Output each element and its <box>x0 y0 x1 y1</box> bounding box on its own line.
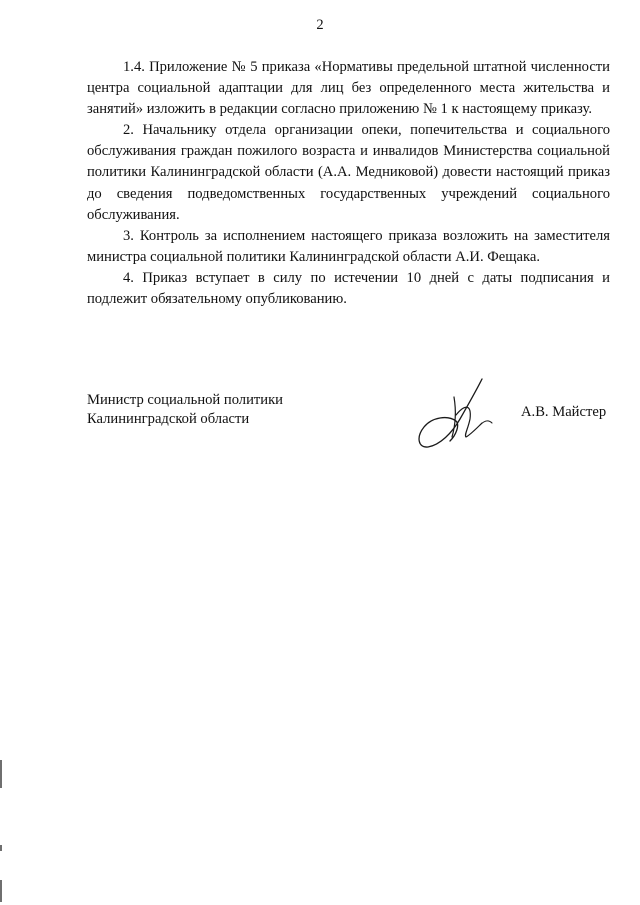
position-line-1: Министр социальной политики <box>87 392 283 408</box>
paragraph-2: 2. Начальнику отдела организации опеки, попечительства и социального обслуживания граждан пожилого возраста и инвалидов Министерства социальной политики Калининградской области (А.А. Медниковой) довести настоящий приказ до сведения подведомственных государственных учреждений социального обслуживания. <box>87 122 610 223</box>
scan-edge-mark <box>0 880 2 902</box>
handwritten-signature <box>410 375 500 450</box>
document-body <box>87 57 610 310</box>
paragraph-1-4: 1.4. Приложение № 5 приказа «Нормативы предельной штатной численности центра социальной адаптации для лиц без определенного места жительства и занятий» изложить в редакции согласно приложению № 1 к настоящему приказу. <box>87 59 610 118</box>
position-line-2: Калининградской области <box>87 411 250 427</box>
paragraph-3: 3. Контроль за исполнением настоящего приказа возложить на заместителя министра социальной политики Калининградской области А.И. Фещака. <box>87 227 610 265</box>
paragraph-4: 4. Приказ вступает в силу по истечении 10 дней с даты подписания и подлежит обязательному опубликованию. <box>87 269 610 308</box>
scan-edge-mark <box>0 760 2 788</box>
page-number: 2 <box>316 17 324 33</box>
scan-edge-mark <box>0 845 2 851</box>
signer-name: А.В. Майстер <box>521 404 607 420</box>
signatory-position <box>87 391 283 429</box>
